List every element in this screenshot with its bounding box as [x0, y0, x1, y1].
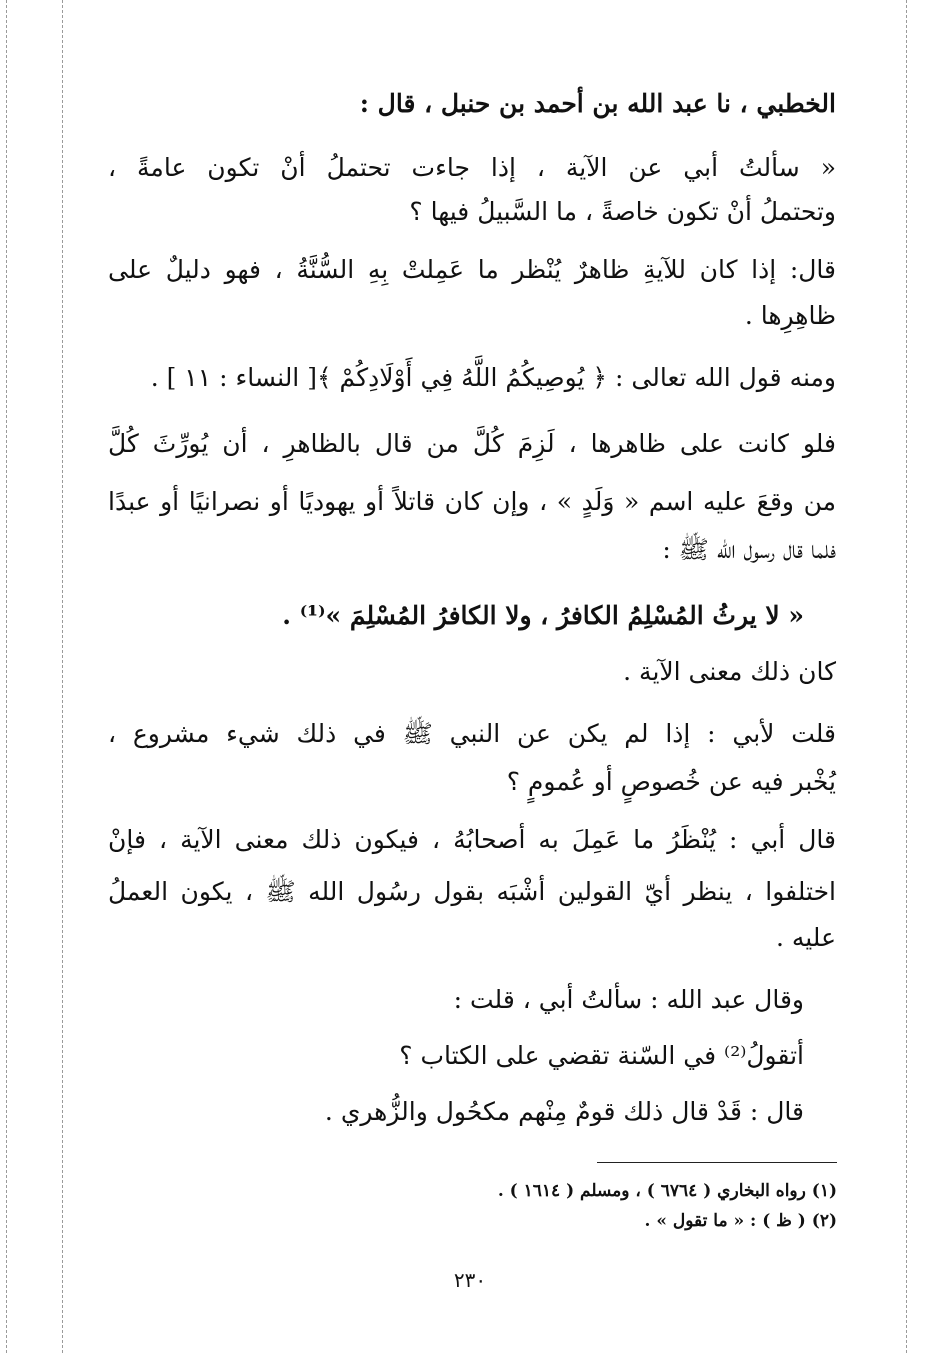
- text-line: قال : قَدْ قال ذلك قومٌ مِنْهم مكحُول والزُّهري .: [324, 1097, 804, 1126]
- text-line: الخطبي ، نا عبد الله بن أحمد بن حنبل ، قال :: [359, 89, 836, 118]
- text-line: وتحتملُ أنْ تكون خاصةً ، ما السَّبيلُ فيها ؟: [409, 197, 836, 226]
- text-line: اختلفوا ، ينظر أيّ القولين أشْبَه بقول رسُول الله ﷺ ، يكون العملُ: [108, 877, 836, 906]
- page-number: ٢٣٠: [453, 1268, 487, 1292]
- text-line: قلت لأبي : إذا لم يكن عن النبي ﷺ في ذلك شيء مشروع ،: [108, 719, 836, 748]
- footnote-1: (١) رواه البخاري ( ٦٧٦٤ ) ، ومسلم ( ١٦١٤ ) .: [497, 1181, 837, 1201]
- scan-guide-right: [906, 0, 907, 1353]
- main-text: [108, 0, 836, 1353]
- footnote-divider: [597, 1162, 837, 1163]
- text-line: قال: إذا كان للآيةِ ظاهرٌ يُنْظر ما عَمِلتْ بِهِ السُّنَّةُ ، فهو دليلٌ على: [108, 255, 836, 284]
- text-line: فلو كانت على ظاهرها ، لَزِمَ كُلَّ من قال بالظاهرِ ، أن يُورِّثَ كُلَّ: [108, 429, 836, 458]
- text-line: ومنه قول الله تعالى : ﴿ يُوصِيكُمُ اللَّهُ فِي أَوْلَادِكُمْ ﴾[ النساء : ١١ ] .: [150, 363, 836, 392]
- text-line: « سألتُ أبي عن الآية ، إذا جاءت تحتملُ أنْ تكون عامةً ،: [108, 153, 836, 182]
- footnote-2: (٢) ( ظ ) : « ما تقول » .: [644, 1211, 837, 1231]
- text-line: يُخْبر فيه عن خُصوصٍ أو عُمومٍ ؟: [506, 767, 836, 796]
- text-line: وقال عبد الله : سألتُ أبي ، قلت :: [453, 985, 804, 1014]
- hadith-quote: « لا يرثُ المُسْلِمُ الكافرُ ، ولا الكافرُ المُسْلِمَ »⁽¹⁾ .: [282, 601, 804, 630]
- scan-guide-left: [62, 0, 63, 1353]
- text-line: قال أبي : يُنْظَرُ ما عَمِلَ به أصحابُهُ ، فيكون ذلك معنى الآية ، فإنْ: [108, 825, 836, 854]
- scan-edge-left: [6, 0, 7, 1353]
- text-line: ظاهِرِها .: [744, 301, 836, 330]
- text-line: كان ذلك معنى الآية .: [623, 657, 836, 686]
- text-line: أتقولُ⁽²⁾ في السّنة تقضي على الكتاب ؟: [399, 1041, 804, 1070]
- text-line: عليه .: [775, 923, 836, 952]
- text-line: فلما قال رسول الله ﷺ :: [662, 535, 836, 564]
- text-line: من وقعَ عليه اسم « وَلَدٍ » ، وإن كان قاتلاً أو يهوديًا أو نصرانيًا أو عبدًا: [108, 487, 836, 516]
